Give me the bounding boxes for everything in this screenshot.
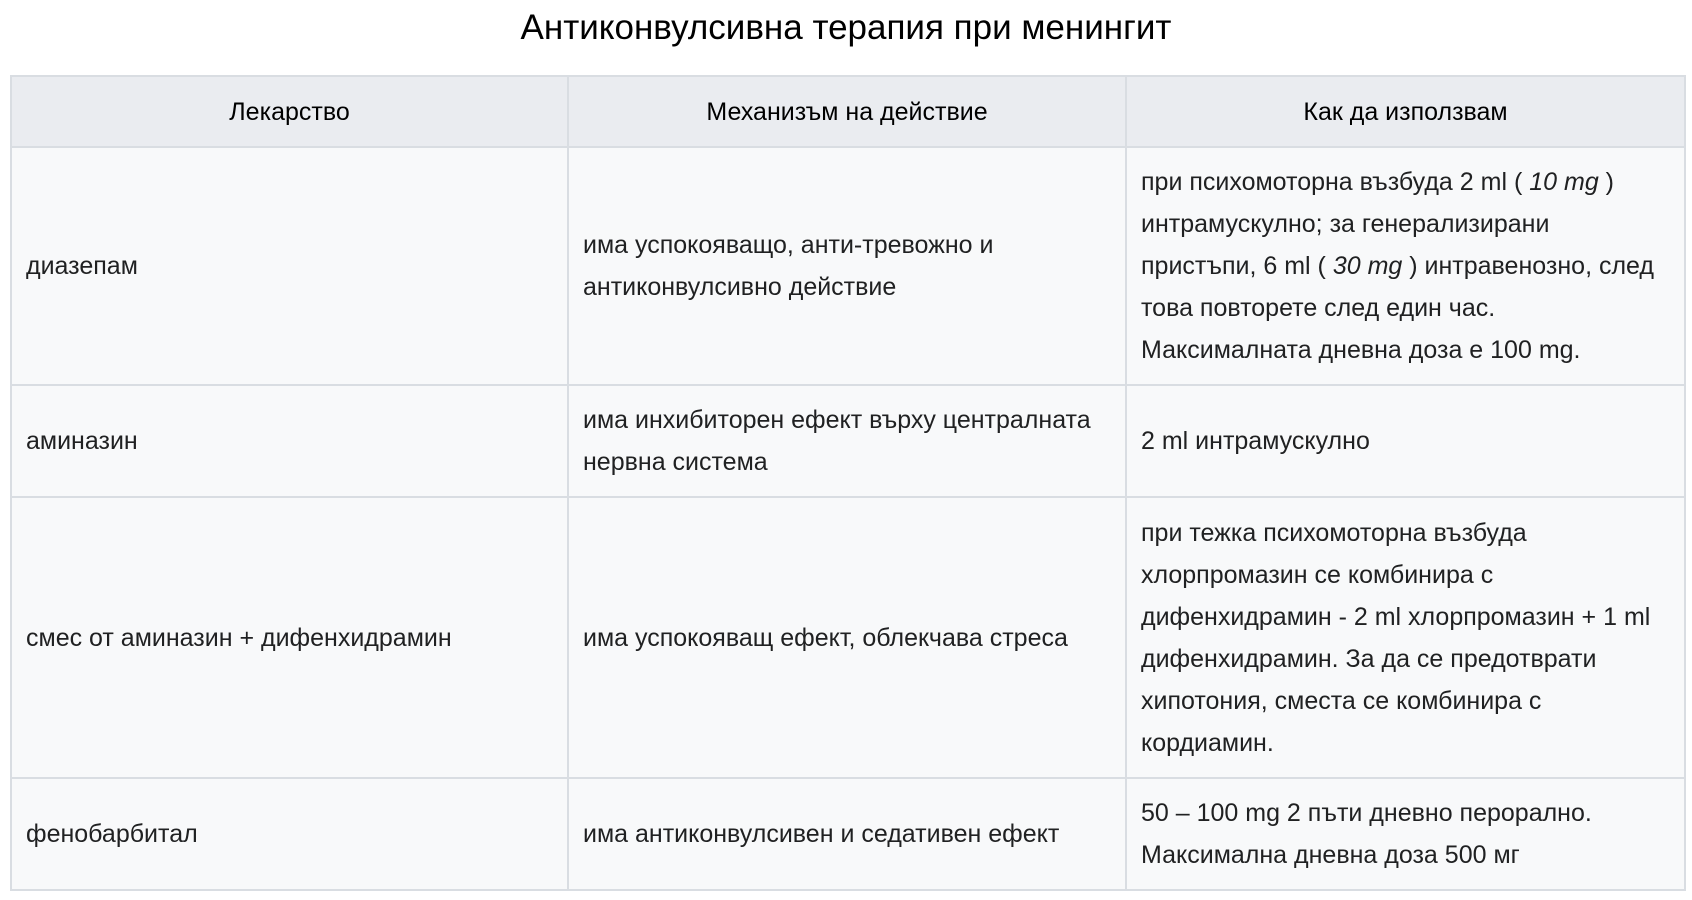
usage-cell <box>1126 147 1685 385</box>
mechanism-cell: има антиконвулсивен и седативен ефект <box>568 778 1126 890</box>
therapy-table <box>10 75 1686 891</box>
drug-cell: диазепам <box>11 147 568 385</box>
dose-value: 10 mg <box>1529 168 1599 196</box>
usage-cell: 50 – 100 mg 2 пъти дневно перорално. Максимална дневна доза 500 мг <box>1126 778 1685 890</box>
mechanism-cell: има успокояващо, анти-тревожно и антиконвулсивно действие <box>568 147 1126 385</box>
usage-text: при психомоторна възбуда 2 ml ( <box>1141 168 1530 196</box>
header-mechanism: Механизъм на действие <box>568 76 1126 147</box>
table-row <box>11 147 1685 385</box>
dose-value: 30 mg <box>1332 252 1403 280</box>
usage-text: ) интрамускулно; за генерализирани пристъпи, 6 ml ( <box>1141 168 1614 280</box>
header-drug: Лекарство <box>11 76 568 147</box>
drug-cell: аминазин <box>11 385 568 497</box>
table-caption: Антиконвулсивна терапия при менингит <box>520 8 1172 47</box>
mechanism-cell: има инхибиторен ефект върху централната нервна система <box>568 385 1126 497</box>
header-usage: Как да използвам <box>1126 76 1685 147</box>
table-header-row <box>11 76 1685 147</box>
drug-cell: фенобарбитал <box>11 778 568 890</box>
usage-cell: 2 ml интрамускулно <box>1126 385 1685 497</box>
table-row <box>11 497 1685 778</box>
table-row <box>11 778 1685 890</box>
mechanism-cell: има успокояващ ефект, облекчава стреса <box>568 497 1126 778</box>
usage-cell: при тежка психомоторна възбуда хлорпромазин се комбинира с дифенхидрамин - 2 ml хлорпромазин + 1 ml дифенхидрамин. За да се предотврати хипотония, сместа се комбинира с кордиамин. <box>1126 497 1685 778</box>
table-row <box>11 385 1685 497</box>
drug-cell: смес от аминазин + дифенхидрамин <box>11 497 568 778</box>
usage-text: ) интравенозно, след това повторете след един час. Максималната дневна доза е 100 mg. <box>1141 252 1654 364</box>
